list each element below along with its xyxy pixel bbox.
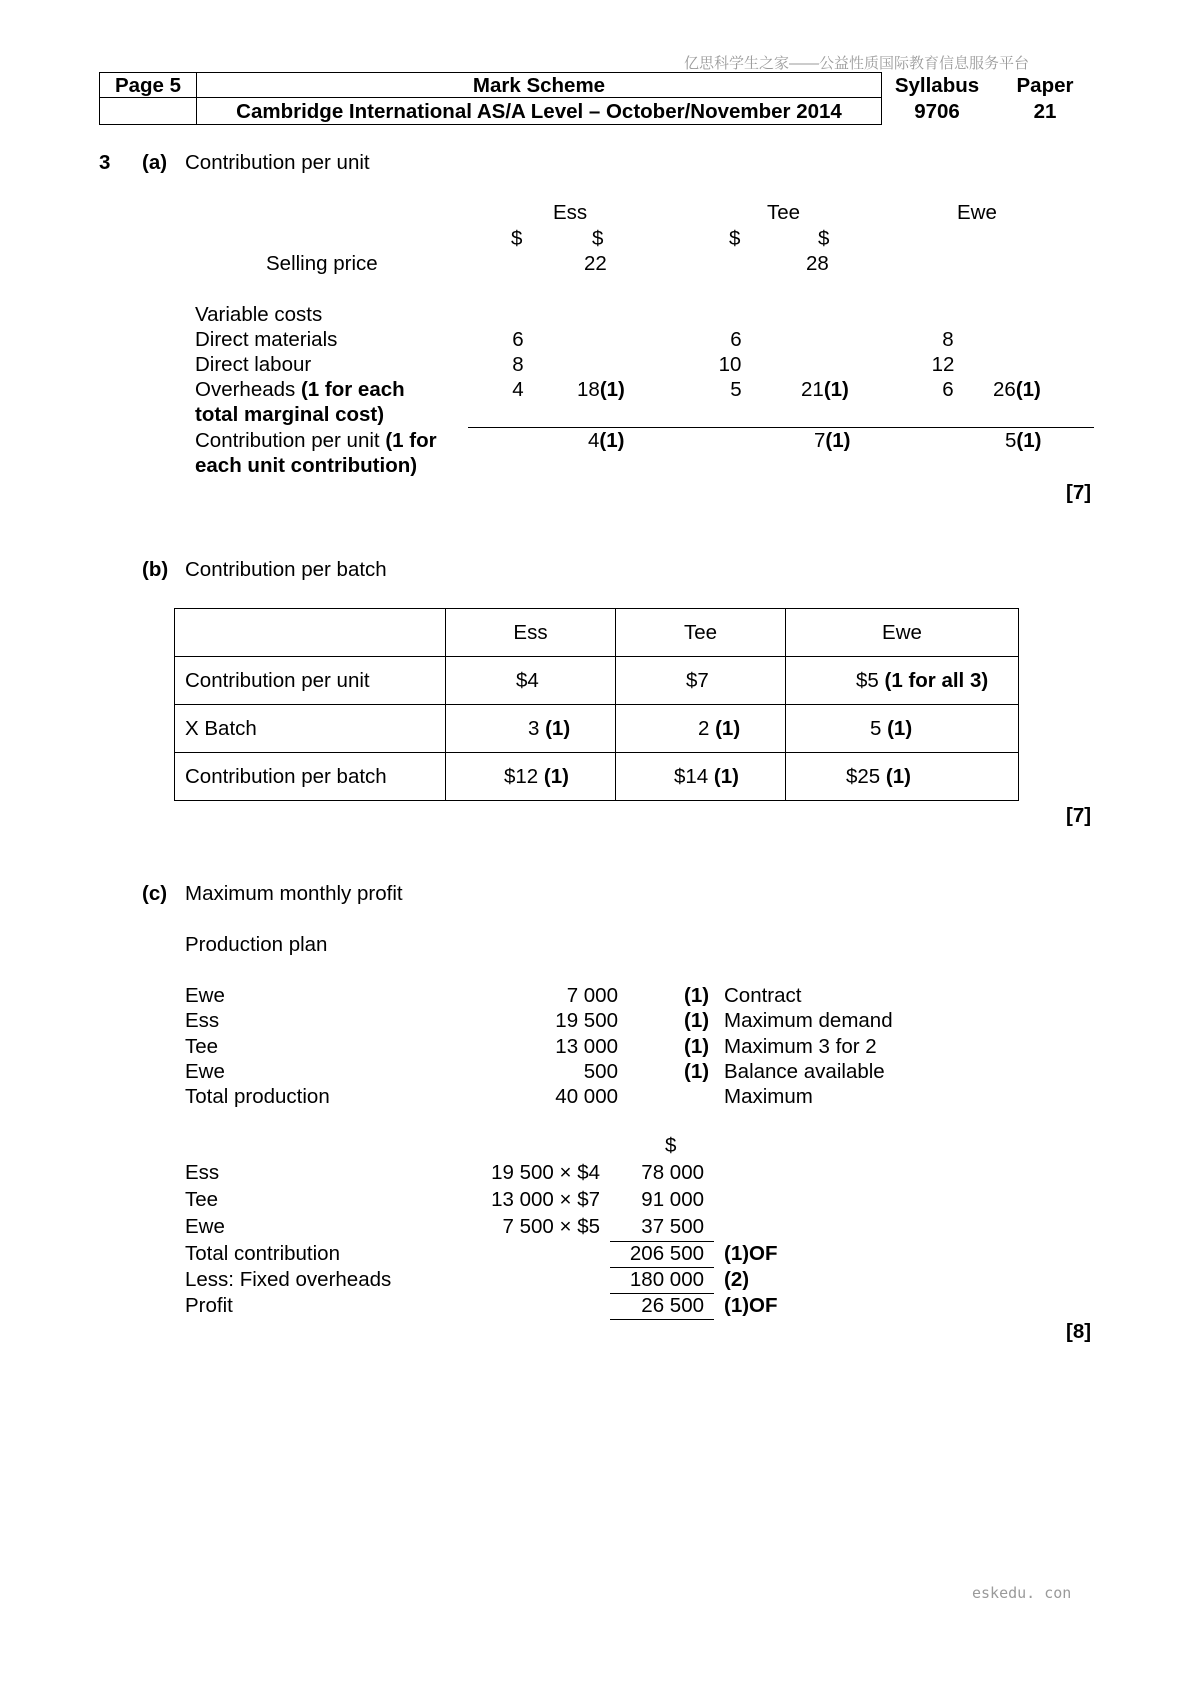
plan-item: Tee xyxy=(185,1035,219,1058)
overheads-note-2: total marginal cost) xyxy=(195,403,385,426)
fixed-rule xyxy=(610,1267,714,1268)
table-cell: 5 (1) xyxy=(786,705,1019,753)
plan-note: Maximum 3 for 2 xyxy=(724,1035,877,1058)
tm-ess: 18(1) xyxy=(577,378,625,401)
calc-value: 180 000 xyxy=(629,1268,704,1291)
cpu-ewe: 5(1) xyxy=(1005,429,1042,452)
dl-ewe: 12 xyxy=(931,353,955,376)
dollar-tee-1: $ xyxy=(729,227,741,250)
dollar-ess-1: $ xyxy=(511,227,523,250)
part-b-heading: Contribution per batch xyxy=(185,558,387,581)
dm-ewe: 8 xyxy=(942,328,954,351)
sp-tee: 28 xyxy=(806,252,829,275)
cpu-note-2: each unit contribution) xyxy=(195,454,418,477)
part-c-heading: Maximum monthly profit xyxy=(185,882,403,905)
table-cell: $5 (1 for all 3) xyxy=(786,657,1019,705)
part-a-total: [7] xyxy=(1066,481,1092,504)
row-label: Contribution per unit xyxy=(175,657,446,705)
part-c-total: [8] xyxy=(1066,1320,1092,1343)
oh-tee: 5 xyxy=(730,378,742,401)
calc-item: Less: Fixed overheads xyxy=(185,1268,392,1291)
calc-item: Profit xyxy=(185,1294,233,1317)
calc-value: 37 500 xyxy=(641,1215,704,1238)
plan-qty: 19 500 xyxy=(555,1009,618,1032)
part-c-label: (c) xyxy=(142,882,168,905)
syllabus-label: Syllabus xyxy=(894,74,980,97)
profit-rule-bottom xyxy=(610,1319,714,1320)
calc-value: 78 000 xyxy=(641,1161,704,1184)
plan-item: Ewe xyxy=(185,984,225,1007)
oh-ess: 4 xyxy=(512,378,524,401)
table-cell: $25 (1) xyxy=(786,753,1019,801)
plan-note: Maximum xyxy=(724,1085,813,1108)
selling-price-label: Selling price xyxy=(266,252,378,275)
calc-formula: 19 500 × $4 xyxy=(491,1161,600,1184)
calc-value: 206 500 xyxy=(629,1242,704,1265)
watermark-bottom: eskedu. con xyxy=(972,1584,1072,1602)
page-number: Page 5 xyxy=(114,74,182,97)
table-cell: 2 (1) xyxy=(616,705,786,753)
row-label: Contribution per batch xyxy=(175,753,446,801)
dm-ess: 6 xyxy=(512,328,524,351)
oh-ewe: 6 xyxy=(942,378,954,401)
plan-item: Ess xyxy=(185,1009,220,1032)
dl-ess: 8 xyxy=(512,353,524,376)
calc-dollar: $ xyxy=(665,1134,677,1157)
col-ewe: Ewe xyxy=(957,201,997,224)
plan-qty: 500 xyxy=(583,1060,618,1083)
table-cell xyxy=(175,609,446,657)
dl-tee: 10 xyxy=(718,353,742,376)
part-b-label: (b) xyxy=(142,558,169,581)
total-rule xyxy=(468,427,1094,428)
dm-tee: 6 xyxy=(730,328,742,351)
plan-item: Total production xyxy=(185,1085,330,1108)
part-a-label: (a) xyxy=(142,151,168,174)
plan-note: Balance available xyxy=(724,1060,885,1083)
table-row xyxy=(175,657,1019,705)
table-row xyxy=(175,705,1019,753)
overheads-note: (1 for each xyxy=(300,378,405,401)
syllabus-value: 9706 xyxy=(914,100,960,123)
calc-mark: (1)OF xyxy=(724,1242,778,1265)
calc-item: Ewe xyxy=(185,1215,225,1238)
calc-formula: 13 000 × $7 xyxy=(491,1188,600,1211)
cpu-ess: 4(1) xyxy=(588,429,625,452)
table-cell: $12 (1) xyxy=(446,753,616,801)
question-number: 3 xyxy=(99,151,111,174)
batch-table xyxy=(174,608,1019,801)
plan-note: Contract xyxy=(724,984,802,1007)
table-header-ewe: Ewe xyxy=(786,609,1019,657)
table-header-ess: Ess xyxy=(446,609,616,657)
calc-item: Total contribution xyxy=(185,1242,340,1265)
paper-value: 21 xyxy=(1033,100,1057,123)
profit-rule-top xyxy=(610,1293,714,1294)
tm-tee: 21(1) xyxy=(801,378,849,401)
calc-value: 26 500 xyxy=(641,1294,704,1317)
calc-item: Ess xyxy=(185,1161,220,1184)
tm-ewe: 26(1) xyxy=(993,378,1041,401)
table-row xyxy=(175,609,1019,657)
row-label: X Batch xyxy=(175,705,446,753)
direct-materials-label: Direct materials xyxy=(195,328,338,351)
calc-value: 91 000 xyxy=(641,1188,704,1211)
table-cell: $14 (1) xyxy=(616,753,786,801)
plan-qty: 13 000 xyxy=(555,1035,618,1058)
plan-note: Maximum demand xyxy=(724,1009,893,1032)
plan-mark: (1) xyxy=(684,1009,710,1032)
plan-mark: (1) xyxy=(684,984,710,1007)
part-a-heading: Contribution per unit xyxy=(185,151,370,174)
cpu-tee: 7(1) xyxy=(814,429,851,452)
cpu-row-label xyxy=(195,431,437,452)
col-tee: Tee xyxy=(767,201,801,224)
col-ess: Ess xyxy=(553,201,588,224)
plan-item: Ewe xyxy=(185,1060,225,1083)
exam-subtitle: Cambridge International AS/A Level – October/November 2014 xyxy=(236,100,842,123)
variable-costs-label: Variable costs xyxy=(195,303,323,326)
overheads-label: Overheads xyxy=(195,378,296,401)
cpu-note: (1 for xyxy=(385,429,437,452)
production-plan-heading: Production plan xyxy=(185,933,328,956)
calc-mark: (1)OF xyxy=(724,1294,778,1317)
paper-label: Paper xyxy=(1016,74,1074,97)
table-cell: $4 xyxy=(446,657,616,705)
watermark-top: 亿思科学生之家——公益性质国际教育信息服务平台 xyxy=(684,55,1030,72)
page-title: Mark Scheme xyxy=(472,74,606,97)
direct-labour-label: Direct labour xyxy=(195,353,312,376)
table-cell: 3 (1) xyxy=(446,705,616,753)
calc-formula: 7 500 × $5 xyxy=(502,1215,600,1238)
sp-ess: 22 xyxy=(584,252,607,275)
overheads-row-label xyxy=(195,380,405,401)
table-header-tee: Tee xyxy=(616,609,786,657)
plan-mark: (1) xyxy=(684,1060,710,1083)
calc-item: Tee xyxy=(185,1188,219,1211)
plan-qty: 40 000 xyxy=(555,1085,618,1108)
calc-mark: (2) xyxy=(724,1268,750,1291)
table-row xyxy=(175,753,1019,801)
plan-mark: (1) xyxy=(684,1035,710,1058)
dollar-ess-2: $ xyxy=(592,227,604,250)
cpu-label: Contribution per unit xyxy=(195,429,380,452)
part-b-total: [7] xyxy=(1066,804,1092,827)
table-cell: $7 xyxy=(616,657,786,705)
subtotal-rule xyxy=(610,1241,714,1242)
dollar-tee-2: $ xyxy=(818,227,830,250)
plan-qty: 7 000 xyxy=(566,984,618,1007)
